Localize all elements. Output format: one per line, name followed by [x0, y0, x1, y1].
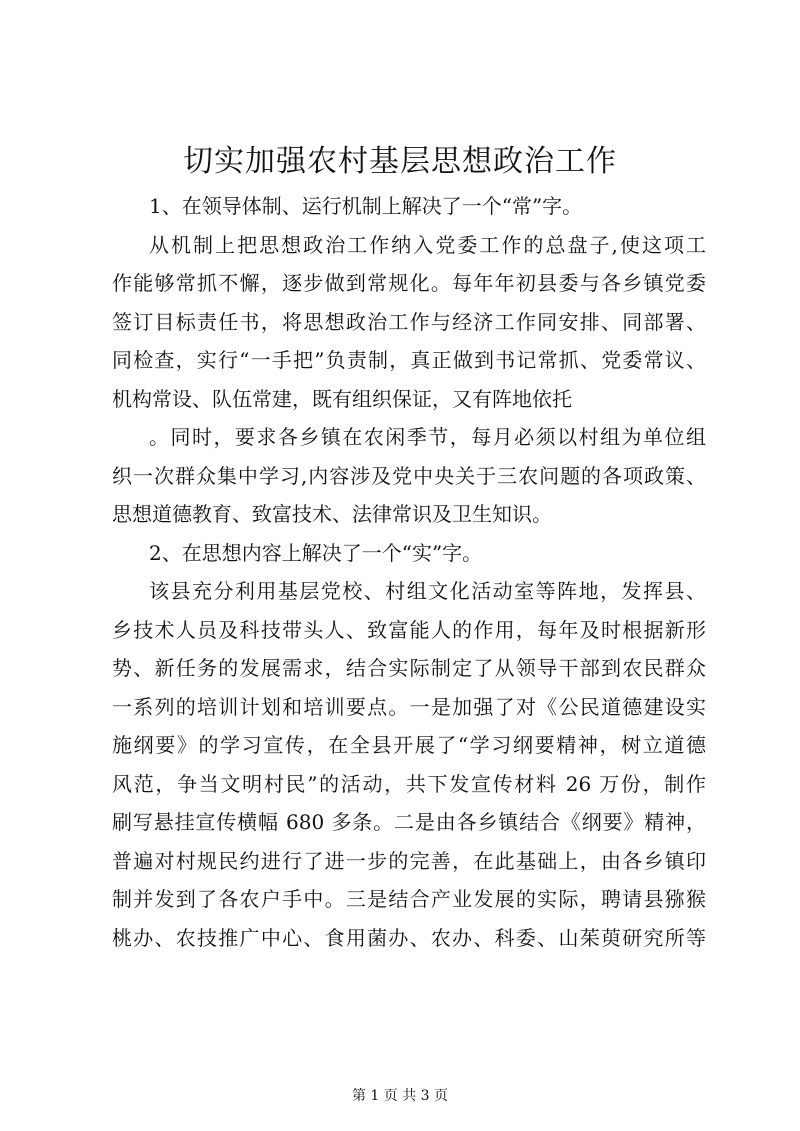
- body-line: 乡技术人员及科技带头人、致富能人的作用，每年及时根据新形: [112, 617, 706, 642]
- body-line: 思想道德教育、致富技术、法律常识及卫生知识。: [112, 502, 552, 526]
- body-line: 机构常设、队伍常建，既有组织保证，又有阵地依托: [112, 386, 572, 411]
- body-line: 。同时，要求各乡镇在农闲季节，每月必须以村组为单位组: [149, 425, 706, 449]
- body-line: 一系列的培训计划和培训要点。一是加强了对《公民道德建设实: [112, 694, 706, 719]
- document-body: [112, 187, 706, 957]
- body-line: 桃办、农技推广中心、食用菌办、农办、科委、山茱萸研究所等: [112, 925, 706, 950]
- document-title: 切实加强农村基层思想政治工作: [183, 144, 617, 179]
- body-line: 普遍对村规民约进行了进一步的完善，在此基础上，由各乡镇印: [112, 848, 706, 873]
- body-line: 同检查，实行“一手把”负责制，真正做到书记常抓、党委常议、: [112, 348, 706, 372]
- body-line: 签订目标责任书，将思想政治工作与经济工作同安排、同部署、: [112, 309, 706, 334]
- body-line: 风范，争当文明村民”的活动，共下发宣传材料 26 万份，制作: [112, 771, 706, 796]
- body-line: 刷写悬挂宣传横幅 680 多条。二是由各乡镇结合《纲要》精神，: [112, 810, 706, 834]
- section-heading: 1、在领导体制、运行机制上解决了一个“常”字。: [149, 194, 583, 218]
- body-line: 该县充分利用基层党校、村组文化活动室等阵地，发挥县、: [149, 579, 706, 603]
- body-line: 从机制上把思想政治工作纳入党委工作的总盘子,使这项工: [149, 232, 706, 257]
- body-line: 作能够常抓不懈，逐步做到常规化。每年年初县委与各乡镇党委: [112, 271, 706, 295]
- page-footer: [0, 1086, 800, 1106]
- body-line: 施纲要》的学习宣传，在全县开展了“学习纲要精神，树立道德: [112, 733, 706, 757]
- section-heading: 2、在思想内容上解决了一个“实”字。: [149, 540, 483, 565]
- body-line: 织一次群众集中学习,内容涉及党中央关于三农问题的各项政策、: [112, 463, 706, 488]
- body-line: 势、新任务的发展需求，结合实际制定了从领导干部到农民群众: [112, 656, 706, 680]
- page-number: 第 1 页 共 3 页: [351, 1088, 449, 1104]
- body-line: 制并发到了各农户手中。三是结合产业发展的实际，聘请县猕猴: [112, 887, 706, 911]
